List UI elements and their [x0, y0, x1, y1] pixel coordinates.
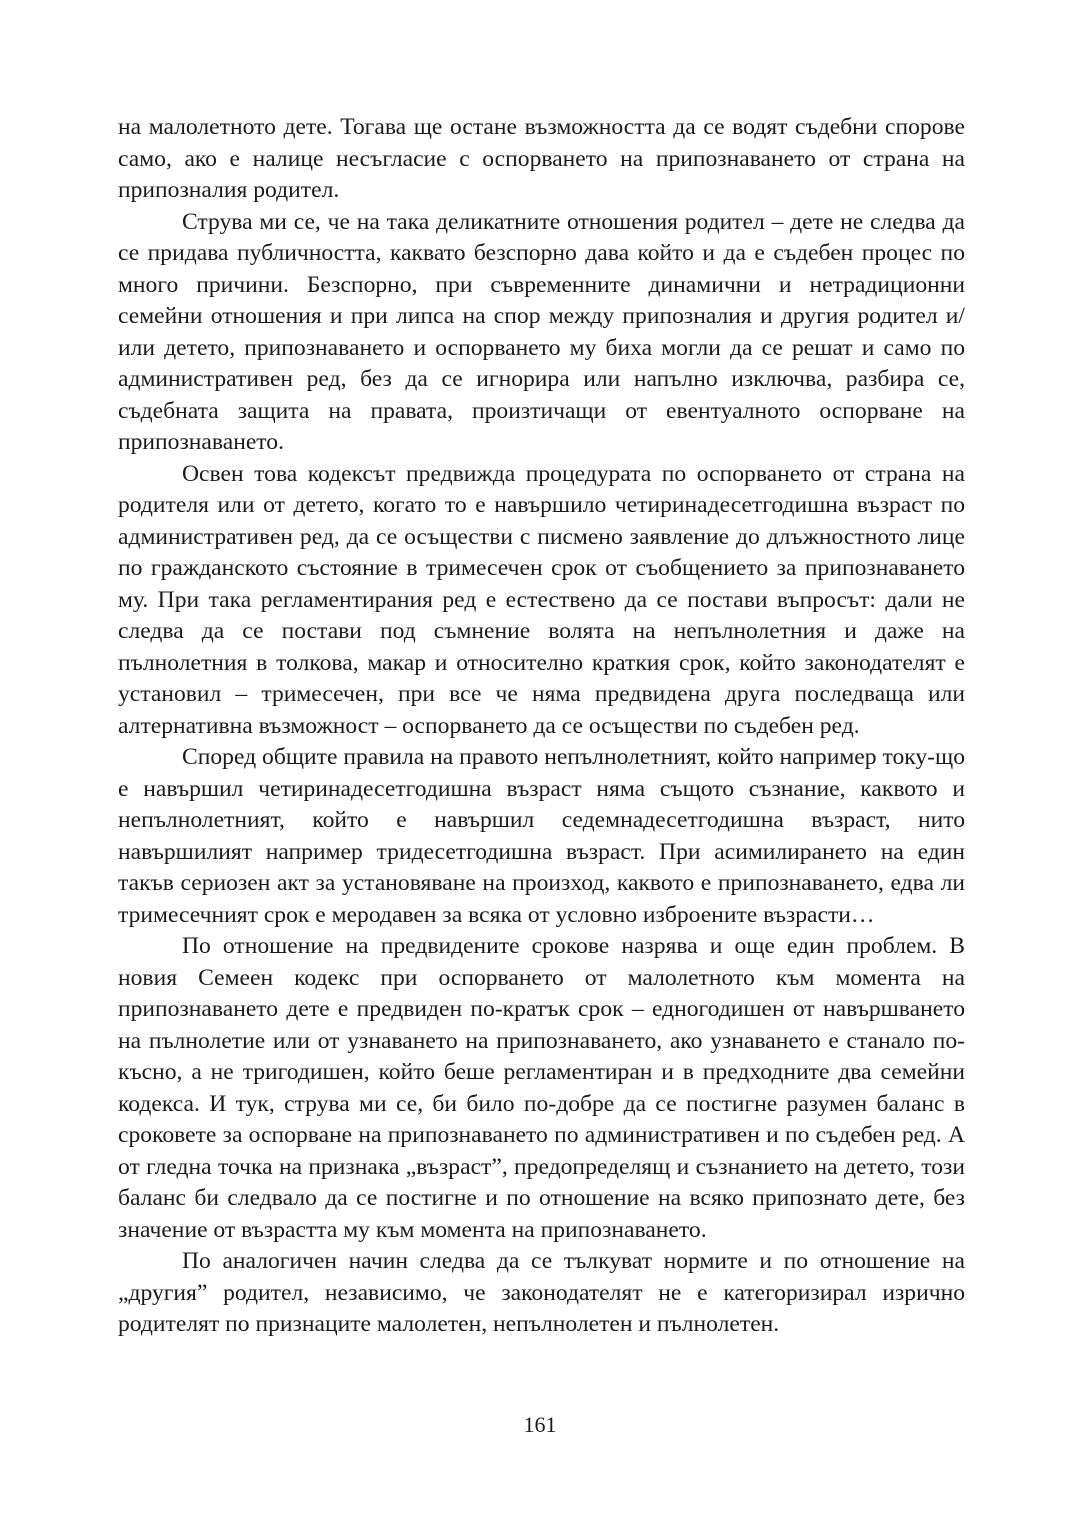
page-body	[118, 112, 965, 1341]
paragraph-continuation: на малолетното дете. Тогава ще остане възможността да се водят съдебни спорове само, ако е налице несъгласие с оспорването на припознаването от страна на припозналия родител.	[118, 114, 965, 203]
paragraph: Освен това кодексът предвижда процедурата по оспорването от страна на родителя или от детето, когато то е навършило четиринадесетгодишна възраст по административен ред, да се осъществи с писмено заявление до длъжностното лице по гражданското състояние в тримесечен срок от съобщението за припознаването му. При така регламентирания ред е естествено да се постави въпросът: дали не следва да се постави под съмнение волята на непълнолетния и даже на пълнолетния в толкова, макар и относително краткия срок, който законодателят е установил – тримесечен, при все че няма предвидена друга последваща или алтернативна възможност – оспорването да се осъществи по съдебен ред.	[118, 460, 965, 739]
paragraph: По аналогичен начин следва да се тълкуват нормите и по отношение на „другия” родител, независимо, че законодателят не е категоризирал изрично родителят по признаците малолетен, непълнолетен и пълнолетен.	[118, 1248, 965, 1337]
paragraph: Според общите правила на правото непълнолетният, който например току-що е навършил четиринадесетгодишна възраст няма същото съзнание, каквото и непълнолетният, който е навършил седемнадесетгодишна възраст, нито навършилият например тридесетгодишна възраст. При асимилирането на един такъв сериозен акт за установяване на произход, каквото е припознаването, едва ли тримесечният срок е меродавен за всяка от условно изброените възрасти…	[118, 744, 965, 928]
page-number: 161	[523, 1412, 557, 1437]
paragraph: По отношение на предвидените срокове назрява и още един проблем. В новия Семеен кодекс при оспорването от малолетното към момента на припознаването дете е предвиден по-кратък срок – едногодишен от навършването на пълнолетие или от узнаването на припознаването, ако узнаването е станало по-късно, а не тригодишен, който беше регламентиран и в предходните два семейни кодекса. И тук, струва ми се, би било по-добре да се постигне разумен баланс в сроковете за оспорване на припознаването по административен и по съдебен ред. А от гледна точка на признака „възраст”, предопределящ и съзнанието на детето, този баланс би следвало да се постигне и по отношение на всяко припознато дете, без значение от възрастта му към момента на припознаването.	[118, 933, 965, 1243]
paragraph: Струва ми се, че на така деликатните отношения родител – дете не следва да се придава публичността, каквато безспорно дава който и да е съдебен процес по много причини. Безспорно, при съвременните динамични и нетрадиционни семейни отношения и при липса на спор между припозналия и другия родител и/или детето, припознаването и оспорването му биха могли да се решат и само по административен ред, без да се игнорира или напълно изключва, разбира се, съдебната защита на правата, произтичащи от евентуалното оспорване на припознаването.	[118, 208, 965, 455]
